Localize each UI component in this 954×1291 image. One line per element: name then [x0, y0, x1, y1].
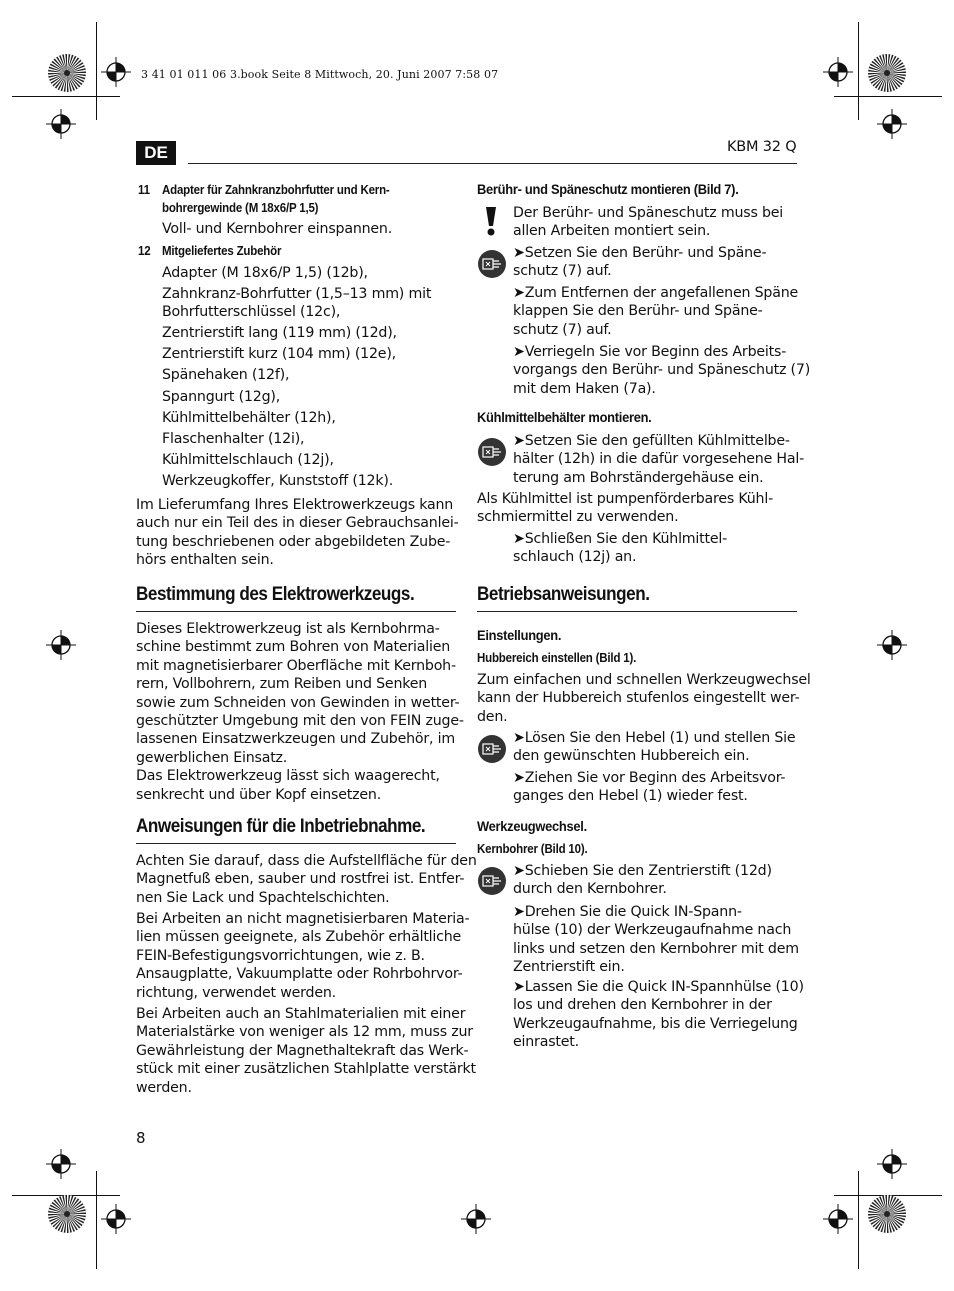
text-line: schutz (7) auf. — [513, 321, 612, 338]
list-item: Spanngurt (12g), — [162, 388, 281, 405]
text-line: Ansaugplatte, Vakuumplatte oder Rohrbohrvor- — [136, 966, 463, 983]
crop-mark — [12, 96, 120, 97]
instruction-step — [513, 284, 798, 339]
text-line: ➤Setzen Sie den gefüllten Kühlmittelbe- — [513, 433, 790, 449]
registration-mark-icon — [46, 109, 76, 139]
instruction-step — [513, 244, 766, 281]
crop-mark — [858, 22, 859, 120]
instruction-hand-icon — [478, 438, 506, 466]
list-item: Kühlmittelbehälter (12h), — [162, 409, 336, 426]
registration-mark-icon — [823, 1204, 853, 1234]
text-line: Magnetfuß eben, sauber und rostfrei ist. Entfer- — [136, 871, 465, 888]
text-line: ➤Ziehen Sie vor Beginn des Arbeitsvor- — [513, 770, 786, 786]
text-line: schlauch (12j) an. — [513, 549, 637, 566]
text-line: einrastet. — [513, 1034, 579, 1051]
text-line: schmiermittel zu verwenden. — [477, 509, 679, 526]
text-line: werden. — [136, 1079, 192, 1096]
list-item: Zahnkranz-Bohrfutter (1,5–13 mm) mit — [162, 286, 432, 303]
text-line: ➤Lösen Sie den Hebel (1) und stellen Sie — [513, 730, 796, 746]
subsection-heading: Hubbereich einstellen (Bild 1). — [477, 651, 637, 665]
section-body — [136, 910, 469, 1002]
text-line: schutz (7) auf. — [513, 263, 612, 280]
list-item: Zentrierstift lang (119 mm) (12d), — [162, 325, 397, 342]
text-line: gewerblichen Einsatz. — [136, 749, 288, 766]
list-item: Bohrfutterschlüssel (12c), — [162, 304, 341, 321]
subsection-heading: Kernbohrer (Bild 10). — [477, 842, 588, 856]
section-heading: Kühlmittelbehälter montieren. — [477, 409, 652, 425]
text-line: Zentrierstift ein. — [513, 959, 625, 976]
text-line: schine bestimmt zum Bohren von Materialien — [136, 639, 451, 656]
warning-text — [513, 204, 783, 241]
item-number: 12 — [138, 244, 151, 258]
registration-mark-icon — [877, 630, 907, 660]
heading-rule — [477, 611, 797, 612]
text-line: ➤Verriegeln Sie vor Beginn des Arbeits- — [513, 344, 787, 360]
section-body — [136, 852, 477, 907]
registration-mark-icon — [877, 1149, 907, 1179]
list-item: Werkzeugkoffer, Kunststoff (12k). — [162, 472, 394, 489]
text-line: mit dem Haken (7a). — [513, 380, 656, 397]
text-line: stück mit einer zusätzlichen Stahlplatte verstärkt — [136, 1061, 476, 1078]
instruction-step — [513, 978, 804, 1052]
text-line: hörs enthalten sein. — [136, 552, 274, 569]
instruction-hand-icon — [478, 250, 506, 278]
text-line: ➤Drehen Sie die Quick IN-Spann- — [513, 904, 742, 920]
subsection-heading: Werkzeugwechsel. — [477, 818, 587, 834]
color-wheel-icon — [867, 53, 907, 93]
registration-mark-icon — [101, 1204, 131, 1234]
text-line: den gewünschten Hubbereich ein. — [513, 748, 750, 765]
note-text — [477, 490, 773, 527]
list-item: Kühlmittelschlauch (12j), — [162, 451, 334, 468]
list-item: Adapter (M 18x6/P 1,5) (12b), — [162, 265, 368, 281]
registration-mark-icon — [877, 109, 907, 139]
heading-rule — [136, 611, 456, 612]
file-stamp: 3 41 01 011 06 3.book Seite 8 Mittwoch, 20. Juni 2007 7:58 07 — [141, 68, 499, 81]
text-line: Das Elektrowerkzeug lässt sich waagerecht, — [136, 768, 440, 785]
instruction-step — [513, 343, 810, 398]
text-line: durch den Kernbohrer. — [513, 881, 667, 898]
instruction-step — [513, 903, 799, 977]
instruction-hand-icon — [478, 867, 506, 895]
text-line: kann der Hubbereich stufenlos eingestellt wer- — [477, 690, 800, 707]
section-body — [136, 1005, 476, 1097]
instruction-step — [513, 530, 727, 567]
text-line: Dieses Elektrowerkzeug ist als Kernbohrma- — [136, 621, 440, 637]
text-line: los und drehen den Kernbohrer in der — [513, 997, 772, 1014]
registration-mark-icon — [46, 1149, 76, 1179]
heading-rule — [136, 843, 456, 844]
text-line: hälter (12h) in die dafür vorgesehene Hal- — [513, 451, 805, 468]
item-title: bohrergewinde (M 18x6/P 1,5) — [162, 201, 319, 215]
warning-exclamation-icon — [479, 206, 503, 241]
color-wheel-icon — [47, 1194, 87, 1234]
text-line: Der Berühr- und Späneschutz muss bei — [513, 205, 784, 221]
color-wheel-icon — [867, 1194, 907, 1234]
text-line: klappen Sie den Berühr- und Späne- — [513, 303, 763, 320]
item-title: Mitgeliefertes Zubehör — [162, 244, 282, 258]
text-line: allen Arbeiten montiert sein. — [513, 223, 711, 240]
text-line: Gewährleistung der Magnethaltekraft das Werk- — [136, 1042, 469, 1059]
text-line: lassenen Einsatzwerkzeugen und Zubehör, im — [136, 731, 455, 748]
text-line: Bei Arbeiten auch an Stahlmaterialien mit einer — [136, 1006, 466, 1022]
text-line: lien müssen geeignete, als Zubehör erhältliche — [136, 929, 462, 946]
registration-mark-icon — [101, 57, 131, 87]
text-line: tung beschriebenen oder abgebildeten Zube- — [136, 533, 451, 550]
text-line: FEIN-Befestigungsvorrichtungen, wie z. B. — [136, 947, 425, 964]
text-line: hülse (10) der Werkzeugaufnahme nach — [513, 922, 792, 939]
text-line: senkrecht und über Kopf einsetzen. — [136, 786, 382, 803]
text-line: ➤Schieben Sie den Zentrierstift (12d) — [513, 863, 772, 879]
text-line: Bei Arbeiten an nicht magnetisierbaren Materia- — [136, 911, 470, 927]
crop-mark — [96, 1171, 97, 1269]
subsection-heading: Einstellungen. — [477, 627, 562, 643]
registration-mark-icon — [823, 57, 853, 87]
list-item: Zentrierstift kurz (104 mm) (12e), — [162, 346, 396, 363]
section-heading: Bestimmung des Elektrowerkzeugs. — [136, 584, 415, 605]
instruction-step — [513, 729, 795, 766]
text-line: Achten Sie darauf, dass die Aufstellfläche für den — [136, 853, 477, 869]
registration-mark-icon — [461, 1204, 491, 1234]
scope-note — [136, 496, 459, 570]
color-wheel-icon — [47, 53, 87, 93]
text-line: vorgangs den Berühr- und Späneschutz (7) — [513, 362, 811, 379]
text-line: ➤Schließen Sie den Kühlmittel- — [513, 531, 728, 547]
text-line: ➤Zum Entfernen der angefallenen Späne — [513, 285, 799, 301]
text-line: Zum einfachen und schnellen Werkzeugwechsel — [477, 672, 811, 688]
text-line: ➤Lassen Sie die Quick IN-Spannhülse (10) — [513, 979, 804, 995]
text-line: Werkzeugaufnahme, bis die Verriegelung — [513, 1015, 798, 1032]
section-heading: Betriebsanweisungen. — [477, 584, 650, 605]
text-line: ➤Setzen Sie den Berühr- und Späne- — [513, 245, 767, 261]
instruction-hand-icon — [478, 735, 506, 763]
crop-mark — [858, 1171, 859, 1269]
text-line: Als Kühlmittel ist pumpenförderbares Kühl- — [477, 491, 774, 507]
text-line: terung am Bohrständergehäuse ein. — [513, 469, 764, 486]
text-line: Im Lieferumfang Ihres Elektrowerkzeugs kann — [136, 497, 454, 513]
crop-mark — [96, 22, 97, 120]
text-line: links und setzen den Kernbohrer mit dem — [513, 940, 799, 957]
instruction-step — [513, 862, 772, 899]
instruction-step — [513, 432, 804, 487]
registration-mark-icon — [46, 630, 76, 660]
item-title: Adapter für Zahnkranzbohrfutter und Kern- — [162, 183, 390, 197]
section-heading: Berühr- und Späneschutz montieren (Bild 7). — [477, 181, 739, 197]
text-line: richtung, verwendet werden. — [136, 984, 336, 1001]
text-line: Materialstärke von weniger als 12 mm, muss zur — [136, 1024, 473, 1041]
item-number: 11 — [138, 183, 150, 197]
text-line: mit magnetisierbarer Oberfläche mit Kernboh- — [136, 657, 456, 674]
page-number: 8 — [136, 1129, 146, 1147]
text-line: nen Sie Lack und Spachtelschichten. — [136, 889, 390, 906]
section-body — [477, 671, 811, 726]
text-line: den. — [477, 708, 508, 725]
accessory-list — [162, 263, 431, 492]
crop-mark — [834, 96, 942, 97]
instruction-step — [513, 769, 785, 806]
list-item: Spänehaken (12f), — [162, 367, 290, 384]
text-line: sowie zum Schneiden von Gewinden in wetter- — [136, 694, 460, 711]
language-badge: DE — [136, 141, 176, 165]
text-line: auch nur ein Teil des in dieser Gebrauchsanlei- — [136, 515, 459, 532]
text-line: ganges den Hebel (1) wieder fest. — [513, 788, 748, 805]
section-heading: Anweisungen für die Inbetriebnahme. — [136, 816, 426, 837]
list-item: Flaschenhalter (12i), — [162, 430, 305, 447]
text-line: geschützter Umgebung mit den von FEIN zuge- — [136, 713, 464, 730]
header-rule — [188, 163, 797, 164]
model-name: KBM 32 Q — [727, 139, 797, 155]
section-body — [136, 620, 464, 804]
item-description: Voll- und Kernbohrer einspannen. — [162, 221, 393, 237]
text-line: rern, Vollbohrern, zum Reiben und Senken — [136, 676, 428, 693]
